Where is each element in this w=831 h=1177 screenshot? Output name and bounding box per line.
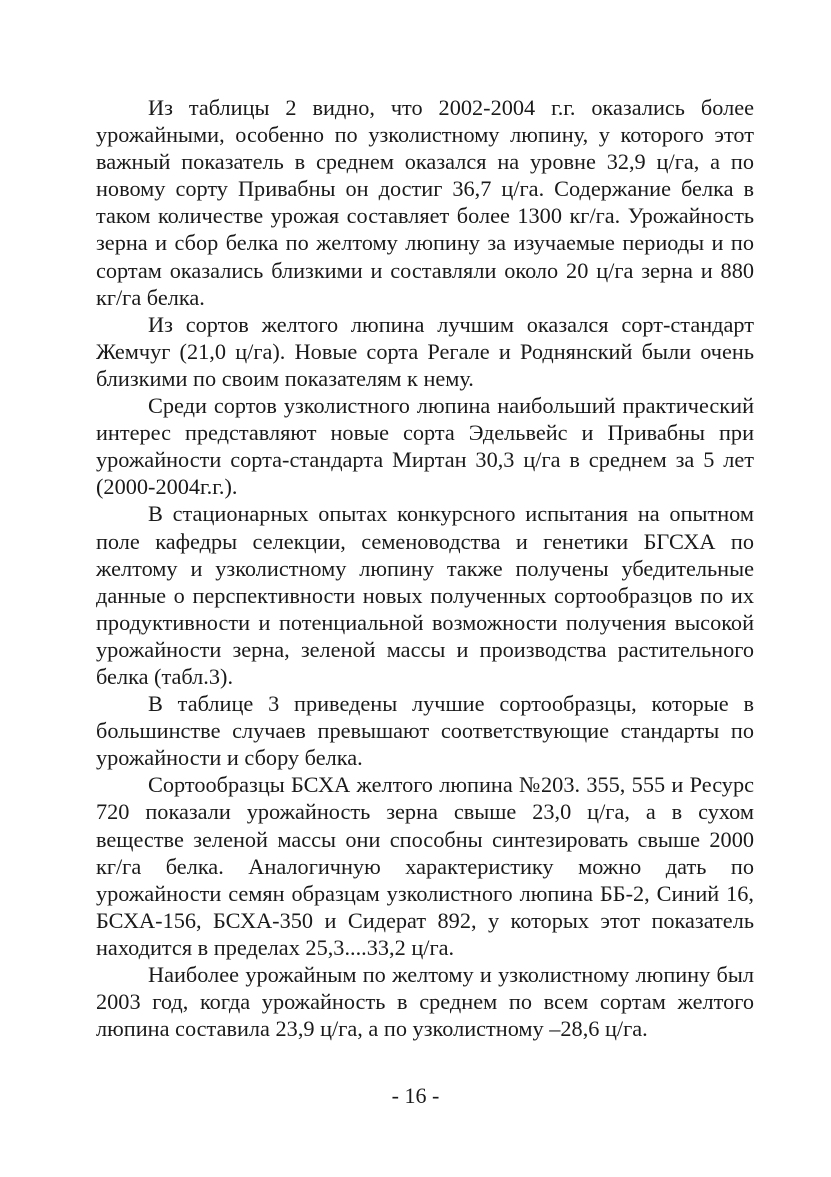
paragraph-1: Из таблицы 2 видно, что 2002-2004 г.г. оказались более урожайными, особенно по узколистному люпину, у которого этот важный показатель в среднем оказался на уровне 32,9 ц/га, а по новому сорту Привабны он достиг 36,7 ц/га. Содержание белка в таком количестве урожая составляет более 1300 кг/га. Урожайность зерна и сбор белка по желтому люпину за изучаемые периоды и по сортам оказались близкими и составляли около 20 ц/га зерна и 880 кг/га белка.	[96, 95, 754, 310]
paragraph-4: В стационарных опытах конкурсного испытания на опытном поле кафедры селекции, семеноводства и генетики БГСХА по желтому и узколистному люпину также получены убедительные данные о перспективности новых полученных сортообразцов по их продуктивности и потенциальной возможности получения высокой урожайности зерна, зеленой массы и производства растительного белка (табл.3).	[96, 501, 754, 689]
document-body	[96, 94, 754, 1042]
paragraph-3: Среди сортов узколистного люпина наибольший практический интерес представляют новые сорта Эдельвейс и Привабны при урожайности сорта-стандарта Миртан 30,3 ц/га в среднем за 5 лет (2000-2004г.г.).	[96, 393, 754, 500]
paragraph-2: Из сортов желтого люпина лучшим оказался сорт-стандарт Жемчуг (21,0 ц/га). Новые сорта Регале и Роднянский были очень близкими по своим показателям к нему.	[96, 311, 754, 391]
paragraph-6: Сортообразцы БСХА желтого люпина №203. 355, 555 и Ресурс 720 показали урожайность зерна свыше 23,0 ц/га, а в сухом веществе зеленой массы они способны синтезировать свыше 2000 кг/га белка. Аналогичную характеристику можно дать по урожайности семян образцам узколистного люпина ББ-2, Синий 16, БСХА-156, БСХА-350 и Сидерат 892, у которых этот показатель находится в пределах 25,3....33,2 ц/га.	[96, 772, 754, 960]
paragraph-7: Наиболее урожайным по желтому и узколистному люпину был 2003 год, когда урожайность в среднем по всем сортам желтого люпина составила 23,9 ц/га, а по узколистному –28,6 ц/га.	[96, 962, 754, 1042]
page-number: - 16 -	[391, 1083, 440, 1108]
paragraph-5: В таблице 3 приведены лучшие сортообразцы, которые в большинстве случаев превышают соответствующие стандарты по урожайности и сбору белка.	[96, 691, 754, 771]
